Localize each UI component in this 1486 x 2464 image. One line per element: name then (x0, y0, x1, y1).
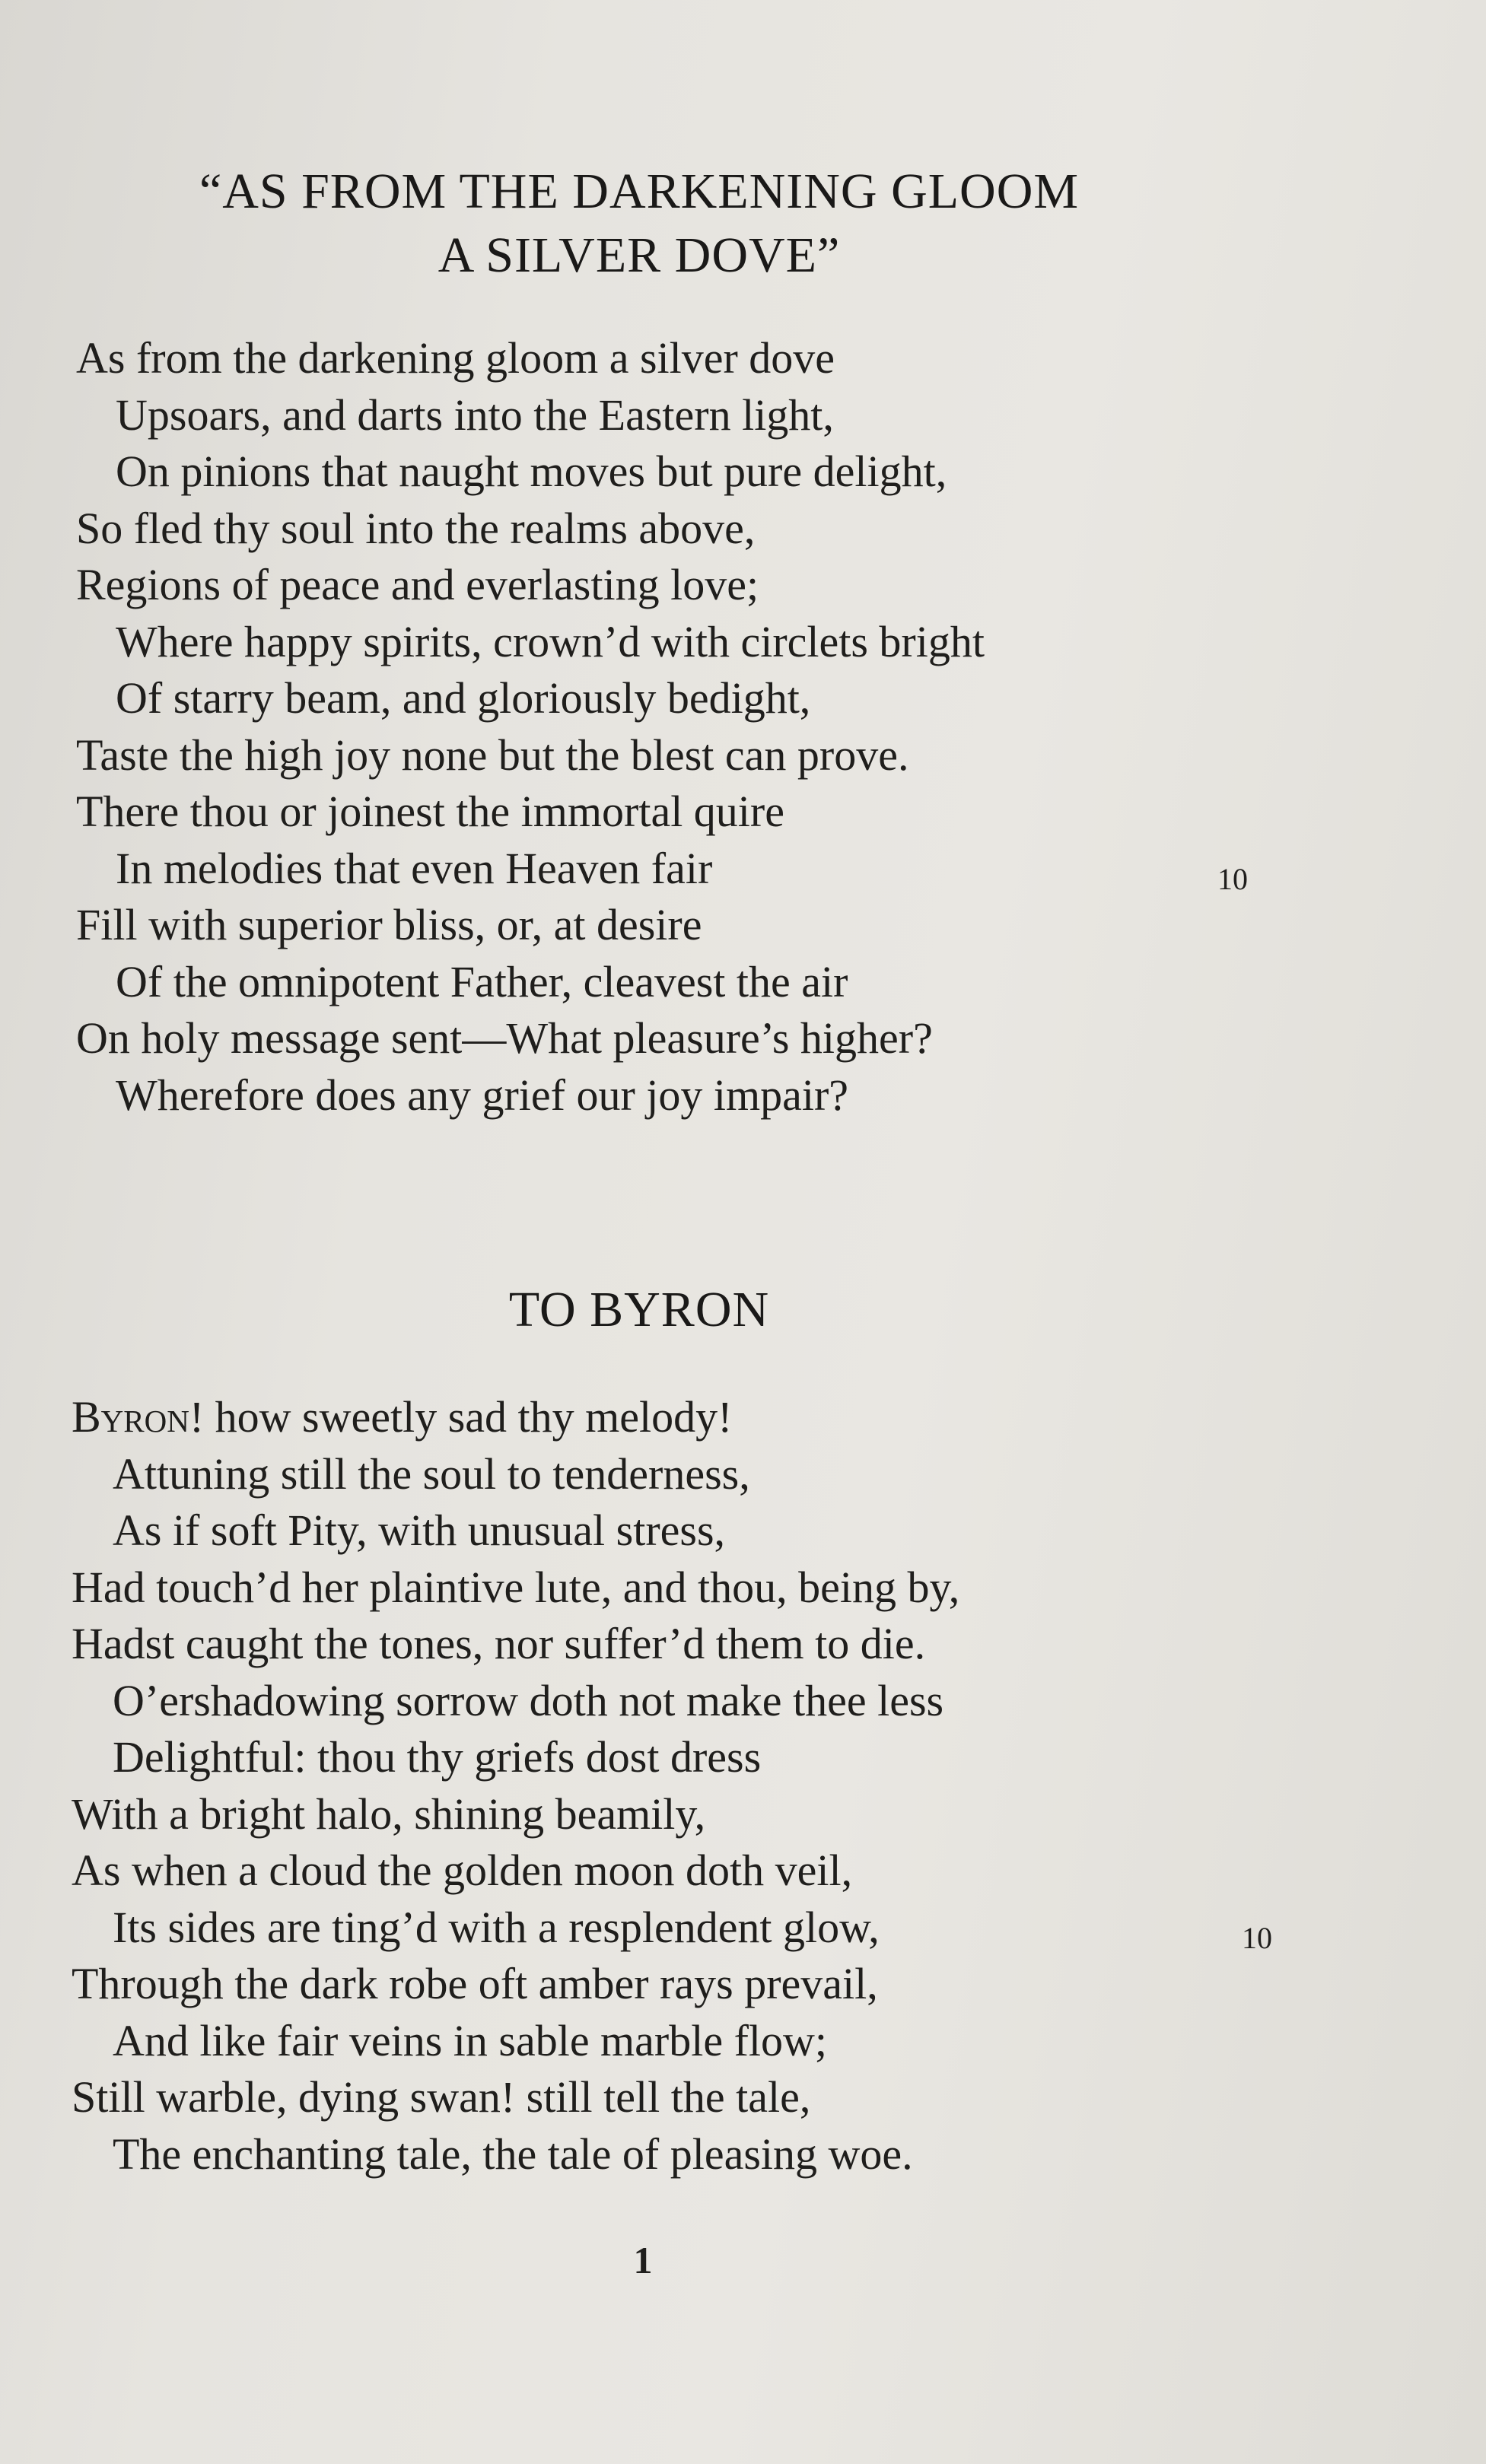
line-number: 10 (1217, 861, 1248, 896)
poem-line (0, 1010, 1486, 1067)
poem-line-text: Wherefore does any grief our joy impair? (116, 1070, 849, 1120)
poem-line (0, 1786, 1486, 1843)
poem-line-text: In melodies that even Heaven fair (116, 843, 713, 893)
poem-line (0, 1956, 1486, 2013)
poem-line (0, 784, 1486, 841)
poem-line-text: So fled thy soul into the realms above, (76, 503, 756, 553)
drop-word: Byron (72, 1392, 189, 1442)
poem-line (0, 330, 1486, 387)
poem-line (0, 2126, 1486, 2183)
poem-line-text: Upsoars, and darts into the Eastern light, (116, 389, 834, 440)
poem-line (0, 841, 1486, 898)
first-line-rest: ! how sweetly sad thy melody! (189, 1392, 733, 1442)
poem-line (0, 501, 1486, 558)
poem-line (0, 444, 1486, 501)
poem-line (0, 1900, 1486, 1957)
poem-line (0, 1559, 1486, 1617)
poem-line (0, 387, 1486, 444)
poem-line-text: Still warble, dying swan! still tell the tale, (72, 2072, 811, 2122)
poem-line-text: Delightful: thou thy griefs dost dress (113, 1732, 762, 1782)
poem-line (0, 2013, 1486, 2070)
poem-line (0, 1616, 1486, 1673)
poem-line (0, 614, 1486, 671)
poem-line-text: Where happy spirits, crown’d with circlets bright (116, 616, 985, 666)
poem-line (0, 1673, 1486, 1730)
poem-line-text: On pinions that naught moves but pure delight, (116, 447, 947, 496)
line-number: 10 (1242, 1920, 1272, 1955)
poem-line-text: As from the darkening gloom a silver dove (76, 333, 835, 383)
poem-title-byron: TO BYRON (508, 1282, 770, 1337)
poem-line-text: And like fair veins in sable marble flow; (113, 2015, 828, 2065)
poem-line (0, 1067, 1486, 1124)
poem-line (0, 1446, 1486, 1503)
poem-line (0, 1389, 1486, 1446)
poem-byron-body (0, 1389, 1486, 2183)
poem-line-text: Of the omnipotent Father, cleavest the air (116, 956, 848, 1006)
poem-line-text: As if soft Pity, with unusual stress, (113, 1505, 726, 1555)
poem-line-text: Through the dark robe oft amber rays prevail, (72, 1959, 878, 2008)
poem-line-text (72, 1389, 732, 1446)
poem-line-text: The enchanting tale, the tale of pleasing woe. (113, 2129, 913, 2179)
poem-line (0, 557, 1486, 614)
poem-line-text: On holy message sent—What pleasure’s higher? (76, 1013, 933, 1063)
poem-line (0, 897, 1486, 954)
poem-line-text: Had touch’d her plaintive lute, and thou, being by, (72, 1562, 960, 1612)
poem-line-text: Of starry beam, and gloriously bedight, (116, 673, 811, 723)
poem-line-text: O’ershadowing sorrow doth not make thee less (113, 1675, 944, 1725)
poem-line-text: Hadst caught the tones, nor suffer’d them to die. (72, 1619, 926, 1668)
poem-dove-body (0, 330, 1486, 1124)
poem-title-dove (0, 160, 1278, 288)
poem-line (0, 954, 1486, 1011)
poem-line-text: Fill with superior bliss, or, at desire (76, 900, 702, 949)
page-number: 1 (633, 2239, 653, 2281)
poem-line-text: As when a cloud the golden moon doth veil, (72, 1846, 853, 1895)
poem-line (0, 1729, 1486, 1786)
poem-line (0, 670, 1486, 727)
poem-line (0, 1842, 1486, 1900)
poem-line-text: Regions of peace and everlasting love; (76, 560, 759, 609)
poem-title-line-1: “AS FROM THE DARKENING GLOOM (199, 164, 1080, 219)
poem-line-text: With a bright halo, shining beamily, (72, 1788, 706, 1839)
poem-line (0, 727, 1486, 784)
poem-line-text: Taste the high joy none but the blest can prove. (76, 730, 909, 780)
poem-line (0, 2069, 1486, 2126)
poem-title-line-2: A SILVER DOVE” (438, 227, 841, 283)
poem-line-text: Attuning still the soul to tenderness, (113, 1448, 750, 1499)
poem-line-text: Its sides are ting’d with a resplendent glow, (113, 1902, 880, 1952)
poem-line-text: There thou or joinest the immortal quire (76, 787, 784, 836)
poem-line (0, 1502, 1486, 1559)
